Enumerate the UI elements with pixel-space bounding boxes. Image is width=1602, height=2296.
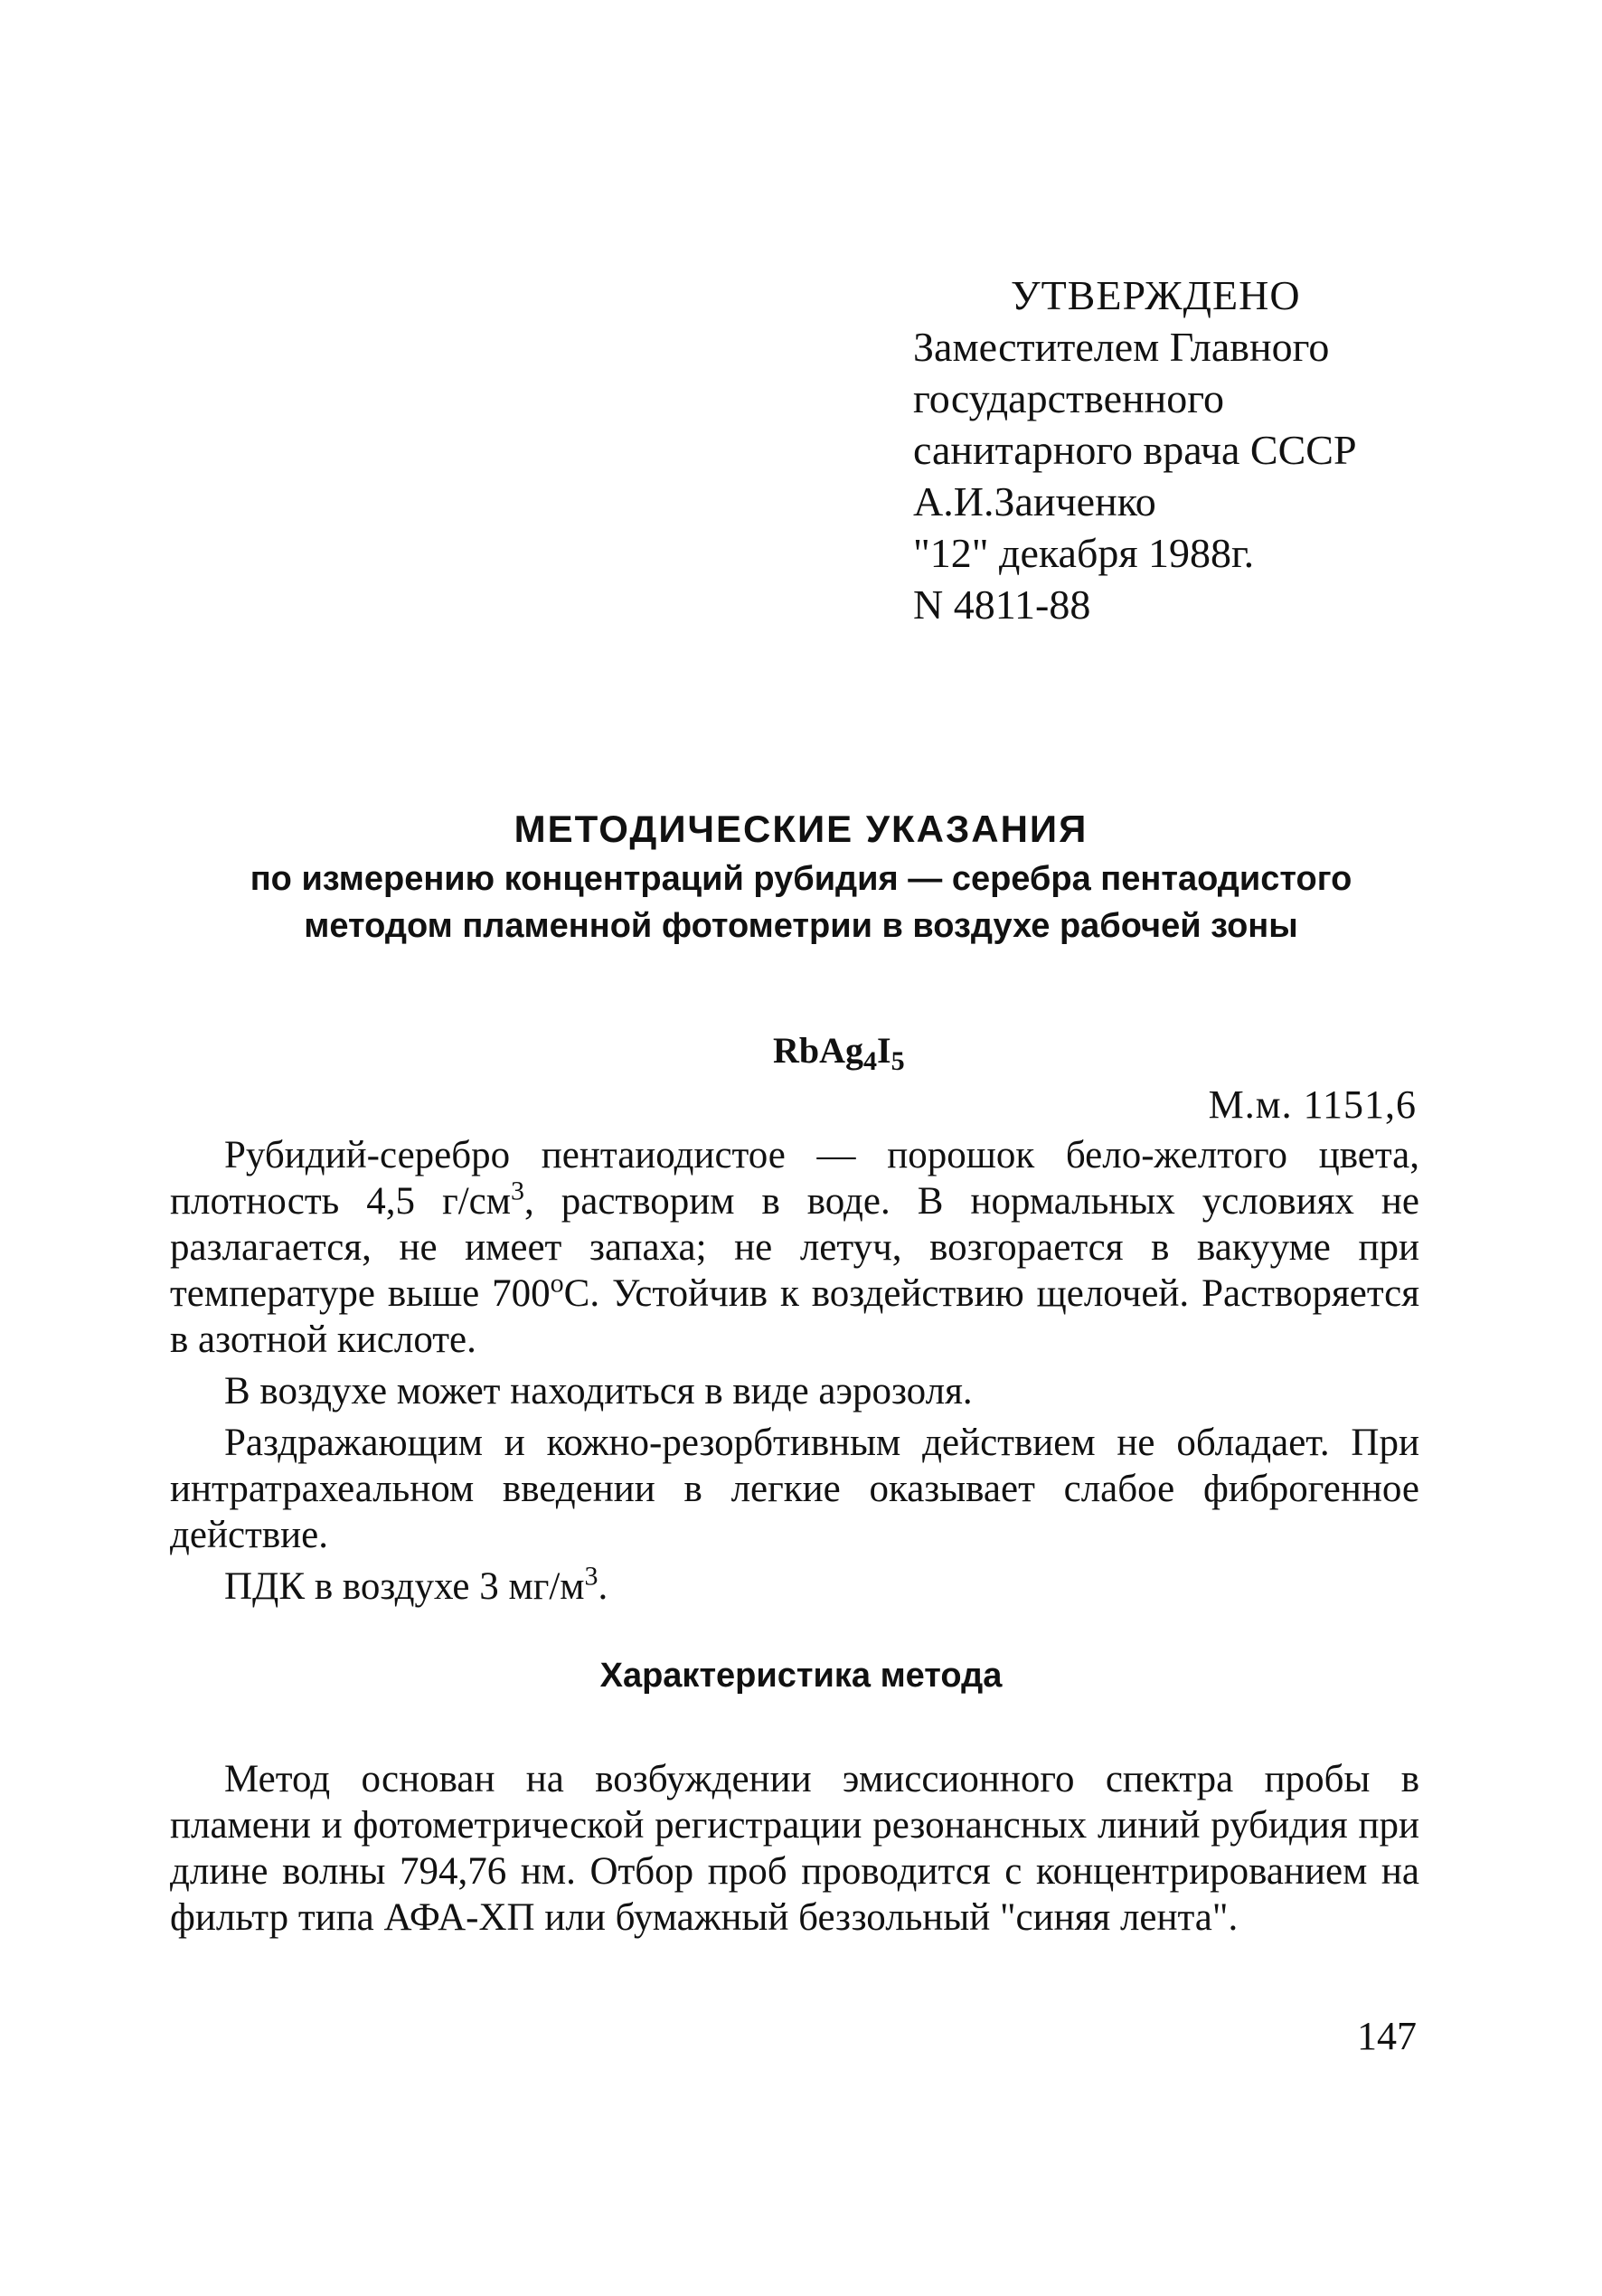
degree-superscript: о bbox=[550, 1268, 564, 1299]
description-paragraph-1 bbox=[170, 1132, 1419, 1363]
title-subtitle-line-1: по измерению концентраций рубидия — серебра пентаодистого bbox=[250, 860, 1352, 898]
text-segment: С. Устойчив к воздействию щелочей. Растворяется в азотной кислоте. bbox=[170, 1272, 1419, 1361]
document-title bbox=[136, 803, 1466, 950]
title-main: МЕТОДИЧЕСКИЕ УКАЗАНИЯ bbox=[514, 808, 1088, 850]
text-segment: , растворим в воде. В нормальных условиях не разлагается, не имеет запаха; не летуч, возгорается в вакууме при температуре выше 700 bbox=[170, 1180, 1419, 1315]
formula-rb: Rb bbox=[773, 1030, 820, 1071]
approval-line: А.И.Заиченко bbox=[913, 478, 1156, 524]
text-segment: . bbox=[598, 1565, 608, 1608]
formula-ag: Ag bbox=[819, 1030, 864, 1071]
approval-line: санитарного врача СССР bbox=[913, 427, 1357, 473]
text-segment: ПДК в воздухе 3 мг/м bbox=[224, 1565, 585, 1608]
description-paragraph-3: Раздражающим и кожно-резорбтивным действием не обладает. При интратрахеальном введении в легкие оказывает слабое фиброгенное действие. bbox=[170, 1422, 1419, 1556]
section-title: Характеристика метода bbox=[599, 1657, 1003, 1695]
approval-line: N 4811-88 bbox=[913, 581, 1091, 628]
description-paragraph-4 bbox=[170, 1561, 1419, 1610]
formula-ag-index: 4 bbox=[863, 1046, 878, 1076]
superscript: 3 bbox=[584, 1561, 598, 1592]
approval-line: Заместителем Главного bbox=[913, 324, 1330, 370]
page-number: 147 bbox=[1357, 2014, 1417, 2058]
molar-mass: М.м. 1151,6 bbox=[1208, 1082, 1417, 1127]
description-paragraph-2: В воздухе может находиться в виде аэрозоля. bbox=[224, 1370, 973, 1413]
text-segment: Рубидий-серебро пентаиодистое — порошок бело-желтого цвета, плотность 4,5 г/см bbox=[170, 1134, 1419, 1223]
superscript: 3 bbox=[510, 1176, 524, 1206]
approval-heading: УТВЕРЖДЕНО bbox=[1011, 272, 1301, 318]
formula-i-index: 5 bbox=[891, 1046, 905, 1076]
method-description bbox=[170, 1756, 1419, 1941]
title-subtitle-line-2: методом пламенной фотометрии в воздухе рабочей зоны bbox=[304, 907, 1298, 945]
approval-line: государственного bbox=[913, 375, 1224, 421]
method-paragraph: Метод основан на возбуждении эмиссионного спектра пробы в пламени и фотометрической регистрации резонансных линий рубидия при длине волны 794,76 нм. Отбор проб проводится с концентрированием на фильтр типа АФА-ХП или бумажный беззольный "синяя лента". bbox=[170, 1758, 1419, 1939]
approval-block bbox=[913, 269, 1456, 630]
chemical-formula bbox=[773, 1029, 905, 1077]
approval-line: "12" декабря 1988г. bbox=[913, 530, 1255, 576]
formula-i: I bbox=[877, 1030, 891, 1071]
description-text bbox=[170, 1132, 1419, 1610]
